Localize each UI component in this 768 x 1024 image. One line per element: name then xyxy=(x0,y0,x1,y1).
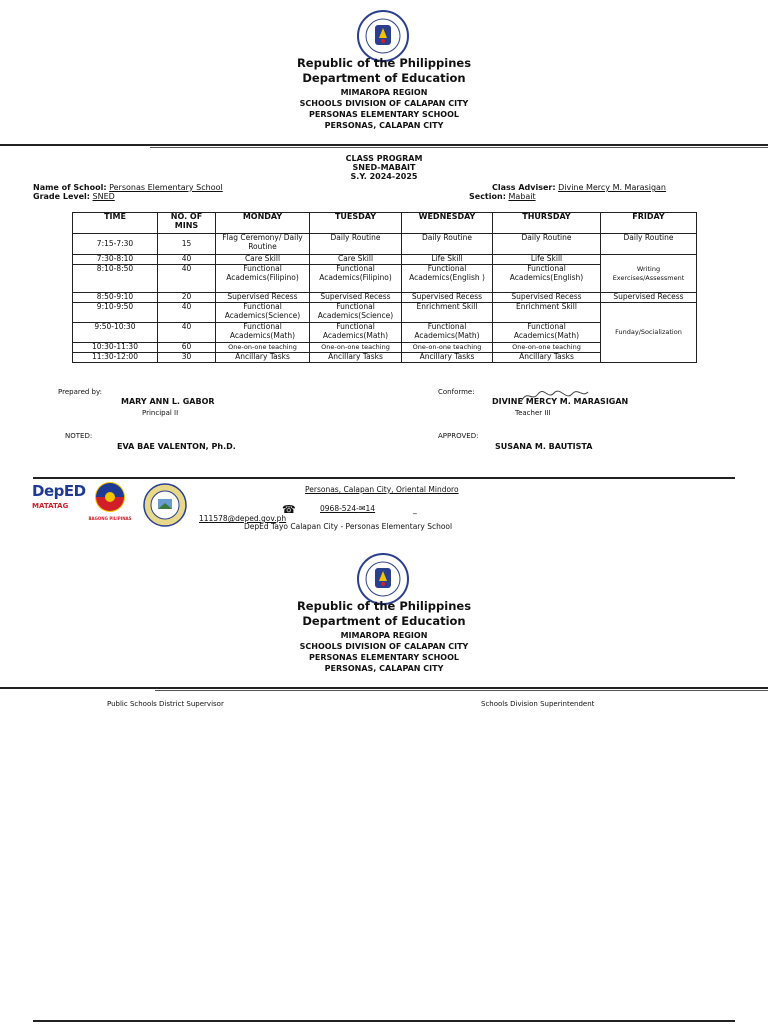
cell-tuesday: One-on-one teaching xyxy=(310,343,402,353)
cell-monday: Functional Academics(Filipino) xyxy=(216,265,310,293)
class-schedule-table xyxy=(72,212,697,363)
department-title-2: Department of Education xyxy=(302,614,466,628)
prepared-by-name: MARY ANN L. GABOR xyxy=(121,397,215,406)
header-wednesday: WEDNESDAY xyxy=(402,213,493,234)
footer-phone-end: 14 xyxy=(365,504,376,513)
cell-friday: Writing Exercises/Assessment xyxy=(601,255,697,293)
footer-phone xyxy=(320,504,375,513)
approved-title: Schools Division Superintendent xyxy=(481,700,595,708)
cell-mins: 15 xyxy=(158,234,216,255)
cell-tuesday: Functional Academics(Science) xyxy=(310,303,402,323)
deped-logo-text: DepED xyxy=(32,482,86,500)
cell-tuesday: Ancillary Tasks xyxy=(310,353,402,363)
cell-wednesday: Supervised Recess xyxy=(402,293,493,303)
school-year: S.Y. 2024-2025 xyxy=(350,172,418,181)
cell-mins: 40 xyxy=(158,265,216,293)
matatag-text: MATATAG xyxy=(32,502,69,510)
cell-friday: Funday/Socialization xyxy=(601,303,697,363)
class-adviser-field xyxy=(492,183,666,192)
conforme-title: Teacher III xyxy=(515,409,551,417)
school-name-value: Personas Elementary School xyxy=(109,183,223,192)
approved-label: APPROVED: xyxy=(438,432,479,440)
phone-icon: ☎ xyxy=(282,503,296,516)
header-friday: FRIDAY xyxy=(601,213,697,234)
cell-time: 9:10-9:50 xyxy=(73,303,158,323)
cell-thursday: Life Skill xyxy=(493,255,601,265)
bagong-pilipinas-text: BAGONG PILIPINAS xyxy=(88,516,132,521)
cell-monday: Ancillary Tasks xyxy=(216,353,310,363)
noted-label: NOTED: xyxy=(65,432,93,440)
cell-wednesday: Functional Academics(Math) xyxy=(402,323,493,343)
noted-title: Public Schools District Supervisor xyxy=(107,700,224,708)
cell-tuesday: Daily Routine xyxy=(310,234,402,255)
cell-mins: 40 xyxy=(158,323,216,343)
footer-address: Personas, Calapan City, Oriental Mindoro xyxy=(305,485,459,494)
conforme-label: Conforme: xyxy=(438,388,475,396)
cell-wednesday: Ancillary Tasks xyxy=(402,353,493,363)
section-value: Mabait xyxy=(508,192,536,201)
prepared-by-title: Principal II xyxy=(142,409,179,417)
cell-thursday: Ancillary Tasks xyxy=(493,353,601,363)
footer-email[interactable]: 111578@deped.gov.ph xyxy=(199,514,287,523)
division-label-2: SCHOOLS DIVISION OF CALAPAN CITY xyxy=(299,642,469,651)
cell-thursday: Supervised Recess xyxy=(493,293,601,303)
cell-time: 11:30-12:00 xyxy=(73,353,158,363)
school-seal-icon xyxy=(143,483,187,527)
header-divider-thin xyxy=(150,147,768,148)
grade-level-value: SNED xyxy=(92,192,115,201)
school-label-2: PERSONAS ELEMENTARY SCHOOL xyxy=(309,653,459,662)
table-row xyxy=(73,293,697,303)
section-label: Section: xyxy=(469,192,506,201)
cell-wednesday: Enrichment Skill xyxy=(402,303,493,323)
footer-clip xyxy=(0,522,768,531)
bagong-pilipinas-icon xyxy=(90,481,130,515)
cell-monday: One-on-one teaching xyxy=(216,343,310,353)
republic-title-2: Republic of the Philippines xyxy=(296,599,472,613)
address-label: PERSONAS, CALAPAN CITY xyxy=(324,121,444,130)
cell-thursday: Functional Academics(English) xyxy=(493,265,601,293)
cell-wednesday: Life Skill xyxy=(402,255,493,265)
cell-time: 9:50-10:30 xyxy=(73,323,158,343)
grade-level-label: Grade Level: xyxy=(33,192,90,201)
footer-facebook[interactable]: DepEd Tayo Calapan City - Personas Elementary School xyxy=(244,522,453,531)
cell-friday: Daily Routine xyxy=(601,234,697,255)
cell-time: 8:50-9:10 xyxy=(73,293,158,303)
cell-monday: Supervised Recess xyxy=(216,293,310,303)
cell-thursday: Enrichment Skill xyxy=(493,303,601,323)
header-thursday: THURSDAY xyxy=(493,213,601,234)
cell-monday: Care Skill xyxy=(216,255,310,265)
footer-dash: _ xyxy=(413,505,417,514)
region-label-2: MIMAROPA REGION xyxy=(340,631,428,640)
cell-tuesday: Functional Academics(Filipino) xyxy=(310,265,402,293)
address-label-2: PERSONAS, CALAPAN CITY xyxy=(324,664,444,673)
cell-time: 10:30-11:30 xyxy=(73,343,158,353)
cell-time: 7:30-8:10 xyxy=(73,255,158,265)
school-label: PERSONAS ELEMENTARY SCHOOL xyxy=(309,110,459,119)
cell-mins: 60 xyxy=(158,343,216,353)
noted-name: EVA BAE VALENTON, Ph.D. xyxy=(117,442,236,451)
table-header-row xyxy=(73,213,697,234)
header-divider-2 xyxy=(0,687,768,689)
department-title: Department of Education xyxy=(302,71,466,85)
program-subtitle: SNED-MABAIT xyxy=(352,163,416,172)
cell-tuesday: Supervised Recess xyxy=(310,293,402,303)
cell-friday: Supervised Recess xyxy=(601,293,697,303)
program-title: CLASS PROGRAM xyxy=(345,154,423,163)
cell-time: 8:10-8:50 xyxy=(73,265,158,293)
cell-time: 7:15-7:30 xyxy=(73,234,158,255)
cell-wednesday: Functional Academics(English ) xyxy=(402,265,493,293)
school-name-field xyxy=(33,183,223,192)
cell-thursday: Daily Routine xyxy=(493,234,601,255)
table-row xyxy=(73,303,697,323)
footer-divider xyxy=(33,477,735,479)
region-label: MIMAROPA REGION xyxy=(340,88,428,97)
cell-monday: Functional Academics(Science) xyxy=(216,303,310,323)
approved-name: SUSANA M. BAUTISTA xyxy=(495,442,593,451)
cell-mins: 40 xyxy=(158,255,216,265)
class-adviser-value: Divine Mercy M. Marasigan xyxy=(558,183,666,192)
footer-phone-number: 0968-524- xyxy=(320,504,359,513)
conforme-name: DIVINE MERCY M. MARASIGAN xyxy=(492,397,629,406)
deped-matatag-logo xyxy=(32,482,86,522)
cell-monday: Flag Ceremony/ Daily Routine xyxy=(216,234,310,255)
cell-tuesday: Functional Academics(Math) xyxy=(310,323,402,343)
cell-thursday: Functional Academics(Math) xyxy=(493,323,601,343)
cell-wednesday: Daily Routine xyxy=(402,234,493,255)
republic-title: Republic of the Philippines xyxy=(296,56,472,70)
header-monday: MONDAY xyxy=(216,213,310,234)
cell-tuesday: Care Skill xyxy=(310,255,402,265)
cell-mins: 40 xyxy=(158,303,216,323)
table-row xyxy=(73,234,697,255)
deped-seal-icon xyxy=(357,10,409,62)
header-tuesday: TUESDAY xyxy=(310,213,402,234)
mail-icon: ✉ xyxy=(358,504,366,513)
cell-thursday: One-on-one teaching xyxy=(493,343,601,353)
footer-divider-2 xyxy=(33,1020,735,1022)
deped-seal-icon-2 xyxy=(357,553,409,605)
division-label: SCHOOLS DIVISION OF CALAPAN CITY xyxy=(299,99,469,108)
cell-monday: Functional Academics(Math) xyxy=(216,323,310,343)
section-field xyxy=(469,192,536,201)
header-time: TIME xyxy=(73,213,158,234)
header-divider xyxy=(0,144,768,146)
school-name-label: Name of School: xyxy=(33,183,107,192)
cell-wednesday: One-on-one teaching xyxy=(402,343,493,353)
cell-mins: 30 xyxy=(158,353,216,363)
header-mins: NO. OF MINS xyxy=(158,213,216,234)
grade-level-field xyxy=(33,192,115,201)
class-adviser-label: Class Adviser: xyxy=(492,183,556,192)
cell-mins: 20 xyxy=(158,293,216,303)
prepared-by-label: Prepared by: xyxy=(58,388,102,396)
header-divider-thin-2 xyxy=(155,690,768,691)
table-row xyxy=(73,255,697,265)
